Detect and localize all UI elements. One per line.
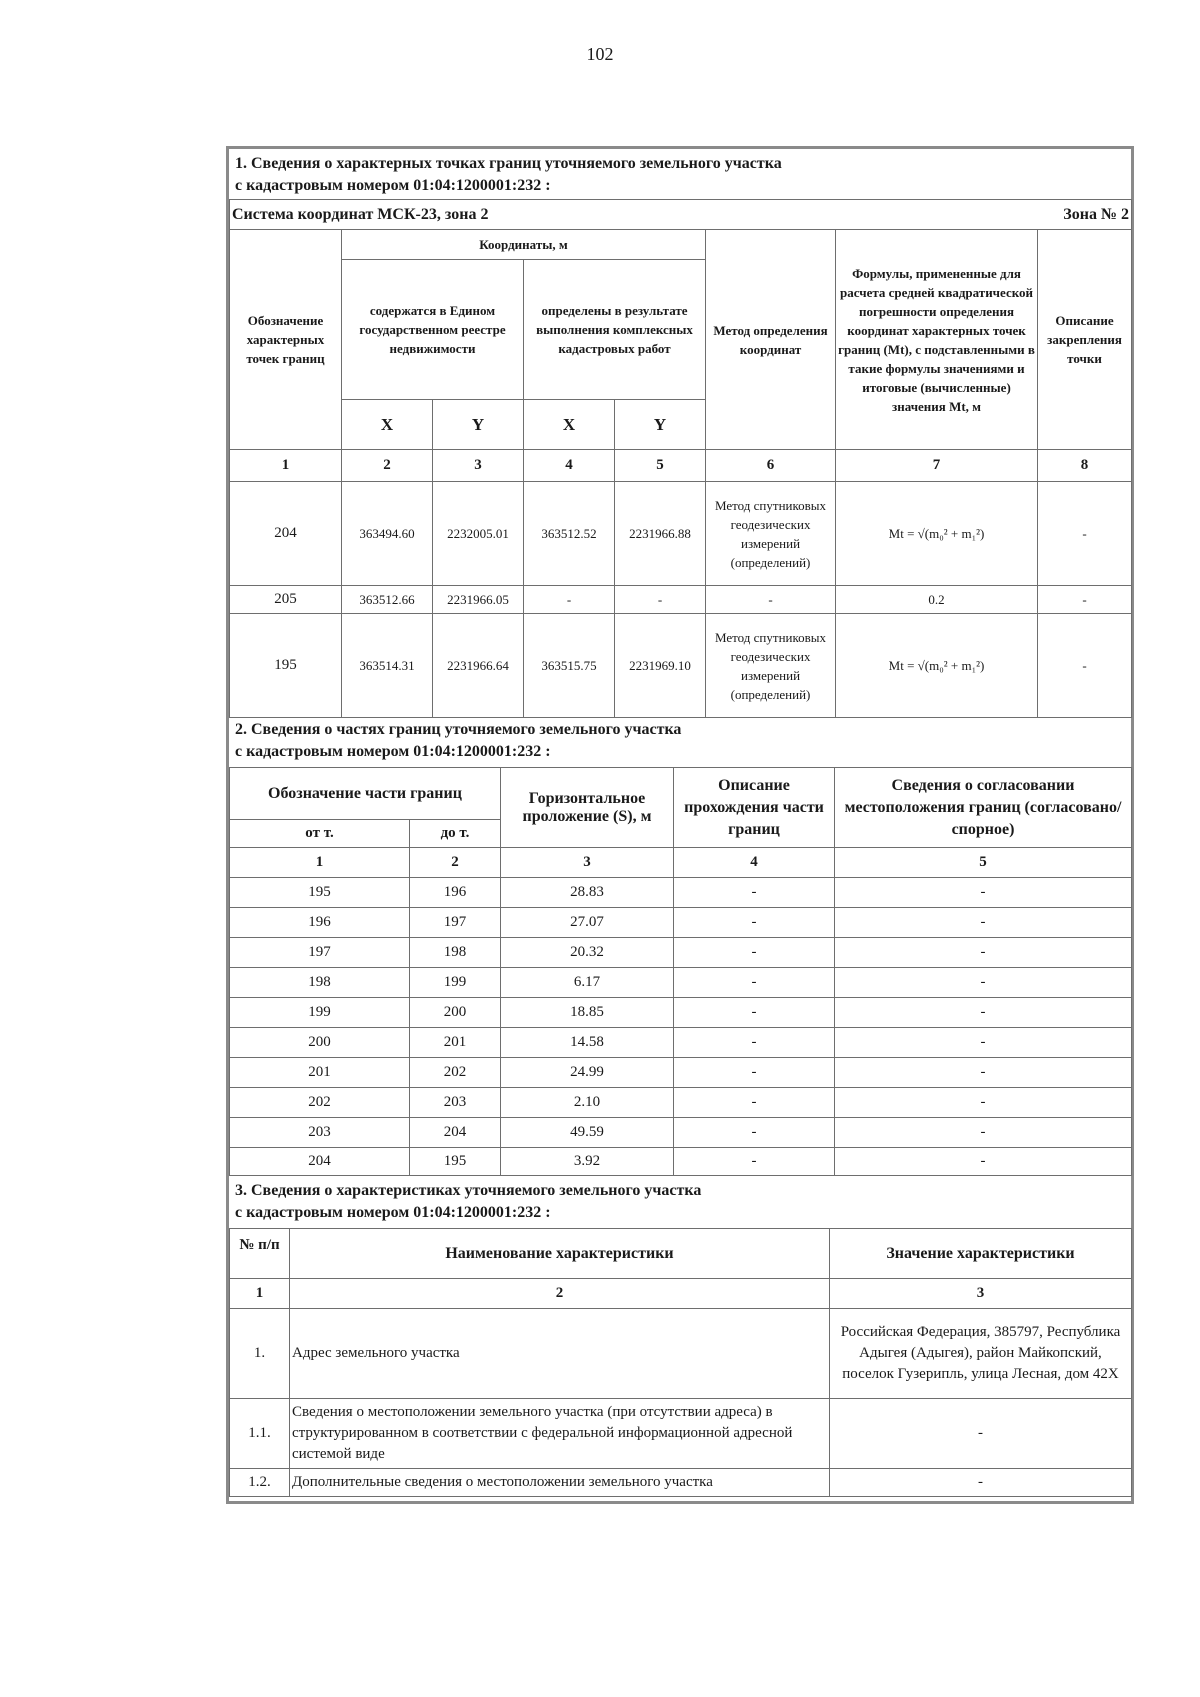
from-point: 202 [230, 1088, 410, 1118]
table-row [230, 1399, 1132, 1469]
agreement-info: - [835, 1148, 1132, 1176]
y-contained: 2232005.01 [433, 482, 524, 586]
to-point: 202 [410, 1058, 501, 1088]
x-determined: - [524, 586, 615, 614]
horizontal-distance: 24.99 [501, 1058, 674, 1088]
section2-title-line2: с кадастровым номером 01:04:1200001:232 : [235, 743, 551, 760]
table-row [230, 1118, 1132, 1148]
x-determined: 363515.75 [524, 614, 615, 718]
header-agreement: Сведения о согласовании местоположения границ (согласовано/спорное) [835, 768, 1132, 848]
y-determined: 2231969.10 [615, 614, 706, 718]
from-point: 198 [230, 968, 410, 998]
to-point: 195 [410, 1148, 501, 1176]
horizontal-distance: 18.85 [501, 998, 674, 1028]
col-number: 3 [501, 848, 674, 878]
section3-title-line2: с кадастровым номером 01:04:1200001:232 : [235, 1204, 551, 1221]
y-determined: 2231966.88 [615, 482, 706, 586]
header-from: от т. [230, 820, 410, 848]
row-num: 1. [230, 1309, 290, 1399]
agreement-info: - [835, 968, 1132, 998]
agreement-info: - [835, 878, 1132, 908]
col-number: 6 [706, 450, 836, 482]
fixing-cell: - [1038, 614, 1132, 718]
formula-cell: Mt = √(m₀² + m₁²) [836, 482, 1038, 586]
horizontal-distance: 20.32 [501, 938, 674, 968]
passage-desc: - [674, 998, 835, 1028]
passage-desc: - [674, 1148, 835, 1176]
col-number: 7 [836, 450, 1038, 482]
x-determined: 363512.52 [524, 482, 615, 586]
y-contained: 2231966.64 [433, 614, 524, 718]
header-value: Значение характеристики [830, 1229, 1132, 1279]
to-point: 196 [410, 878, 501, 908]
horizontal-distance: 14.58 [501, 1028, 674, 1058]
passage-desc: - [674, 908, 835, 938]
method-cell: - [706, 586, 836, 614]
x-contained: 363514.31 [342, 614, 433, 718]
section2-title-line1: 2. Сведения о частях границ уточняемого земельного участка [235, 721, 682, 738]
from-point: 195 [230, 878, 410, 908]
passage-desc: - [674, 938, 835, 968]
col-number: 2 [410, 848, 501, 878]
from-point: 197 [230, 938, 410, 968]
fixing-cell: - [1038, 586, 1132, 614]
passage-desc: - [674, 1028, 835, 1058]
horizontal-distance: 2.10 [501, 1088, 674, 1118]
col-number: 2 [290, 1279, 830, 1309]
to-point: 203 [410, 1088, 501, 1118]
point-id: 205 [230, 586, 342, 614]
table-row [230, 482, 1132, 586]
table-row [230, 908, 1132, 938]
header-contained: содержатся в Едином государственном реестре недвижимости [342, 260, 524, 400]
table-row [230, 614, 1132, 718]
horizontal-distance: 49.59 [501, 1118, 674, 1148]
method-cell: Метод спутниковых геодезических измерений (определений) [706, 614, 836, 718]
characteristic-value: - [830, 1469, 1132, 1497]
section1-title [229, 153, 1129, 197]
header-y2: Y [615, 400, 706, 450]
section3-table [229, 1228, 1132, 1497]
header-coordinates: Координаты, м [342, 230, 706, 260]
header-x1: X [342, 400, 433, 450]
table-row [230, 1088, 1132, 1118]
header-x2: X [524, 400, 615, 450]
col-number: 5 [615, 450, 706, 482]
passage-desc: - [674, 1118, 835, 1148]
to-point: 204 [410, 1118, 501, 1148]
section3-title-line1: 3. Сведения о характеристиках уточняемого земельного участка [235, 1182, 702, 1199]
characteristic-value: - [830, 1399, 1132, 1469]
x-contained: 363512.66 [342, 586, 433, 614]
header-designation: Обозначение характерных точек границ [230, 230, 342, 450]
horizontal-distance: 3.92 [501, 1148, 674, 1176]
table-row [230, 1028, 1132, 1058]
col-number: 5 [835, 848, 1132, 878]
agreement-info: - [835, 938, 1132, 968]
horizontal-distance: 28.83 [501, 878, 674, 908]
page-number: 102 [586, 44, 614, 64]
section1-title-line1: 1. Сведения о характерных точках границ уточняемого земельного участка [235, 155, 782, 172]
characteristic-name: Сведения о местоположении земельного участка (при отсутствии адреса) в структурированном в соответствии с федеральной информационной адресной системой виде [290, 1399, 830, 1469]
header-part: Обозначение части границ [230, 768, 501, 820]
to-point: 201 [410, 1028, 501, 1058]
from-point: 196 [230, 908, 410, 938]
header-name: Наименование характеристики [290, 1229, 830, 1279]
from-point: 204 [230, 1148, 410, 1176]
horizontal-distance: 6.17 [501, 968, 674, 998]
section2-title [229, 719, 1129, 763]
table-row [230, 1148, 1132, 1176]
passage-desc: - [674, 1058, 835, 1088]
coordinate-system-label: Система координат МСК-23, зона 2 [230, 200, 836, 230]
header-formulas: Формулы, примененные для расчета средней квадратической погрешности определения координат характерных точек границ (Mt), с подставленными в такие формулы значениями и итоговые (вычисленные) значения Mt, м [836, 230, 1038, 450]
section3-title [229, 1180, 1129, 1224]
method-cell: Метод спутниковых геодезических измерений (определений) [706, 482, 836, 586]
formula-cell: 0.2 [836, 586, 1038, 614]
col-number: 1 [230, 1279, 290, 1309]
characteristic-value: Российская Федерация, 385797, Республика Адыгея (Адыгея), район Майкопский, поселок Гузерипль, улица Лесная, дом 42Х [830, 1309, 1132, 1399]
agreement-info: - [835, 998, 1132, 1028]
table-row [230, 1469, 1132, 1497]
row-num: 1.1. [230, 1399, 290, 1469]
y-determined: - [615, 586, 706, 614]
col-number: 1 [230, 848, 410, 878]
characteristic-name: Дополнительные сведения о местоположении земельного участка [290, 1469, 830, 1497]
col-number: 8 [1038, 450, 1132, 482]
header-determined: определены в результате выполнения комплексных кадастровых работ [524, 260, 706, 400]
x-contained: 363494.60 [342, 482, 433, 586]
to-point: 199 [410, 968, 501, 998]
table-row [230, 1058, 1132, 1088]
header-method: Метод определения координат [706, 230, 836, 450]
header-passage: Описание прохождения части границ [674, 768, 835, 848]
col-number: 2 [342, 450, 433, 482]
table-row [230, 878, 1132, 908]
zone-label: Зона № 2 [836, 200, 1132, 230]
col-number: 3 [830, 1279, 1132, 1309]
col-number: 3 [433, 450, 524, 482]
header-fixing: Описание закрепления точки [1038, 230, 1132, 450]
passage-desc: - [674, 1088, 835, 1118]
row-num: 1.2. [230, 1469, 290, 1497]
col-number: 4 [674, 848, 835, 878]
point-id: 195 [230, 614, 342, 718]
agreement-info: - [835, 1118, 1132, 1148]
table-row [230, 586, 1132, 614]
passage-desc: - [674, 968, 835, 998]
point-id: 204 [230, 482, 342, 586]
horizontal-distance: 27.07 [501, 908, 674, 938]
section2-table [229, 767, 1132, 1176]
from-point: 201 [230, 1058, 410, 1088]
from-point: 200 [230, 1028, 410, 1058]
header-horizontal: Горизонтальное проложение (S), м [501, 768, 674, 848]
fixing-cell: - [1038, 482, 1132, 586]
agreement-info: - [835, 908, 1132, 938]
col-number: 1 [230, 450, 342, 482]
formula-cell: Mt = √(m₀² + m₁²) [836, 614, 1038, 718]
passage-desc: - [674, 878, 835, 908]
table-row [230, 1309, 1132, 1399]
to-point: 200 [410, 998, 501, 1028]
to-point: 198 [410, 938, 501, 968]
section1-title-line2: с кадастровым номером 01:04:1200001:232 : [235, 177, 551, 194]
table-row [230, 998, 1132, 1028]
characteristic-name: Адрес земельного участка [290, 1309, 830, 1399]
agreement-info: - [835, 1058, 1132, 1088]
header-to: до т. [410, 820, 501, 848]
table-row [230, 938, 1132, 968]
col-number: 4 [524, 450, 615, 482]
to-point: 197 [410, 908, 501, 938]
header-y1: Y [433, 400, 524, 450]
from-point: 203 [230, 1118, 410, 1148]
from-point: 199 [230, 998, 410, 1028]
agreement-info: - [835, 1028, 1132, 1058]
agreement-info: - [835, 1088, 1132, 1118]
y-contained: 2231966.05 [433, 586, 524, 614]
table-row [230, 968, 1132, 998]
section1-table [229, 199, 1132, 718]
header-num: № п/п [230, 1229, 290, 1279]
